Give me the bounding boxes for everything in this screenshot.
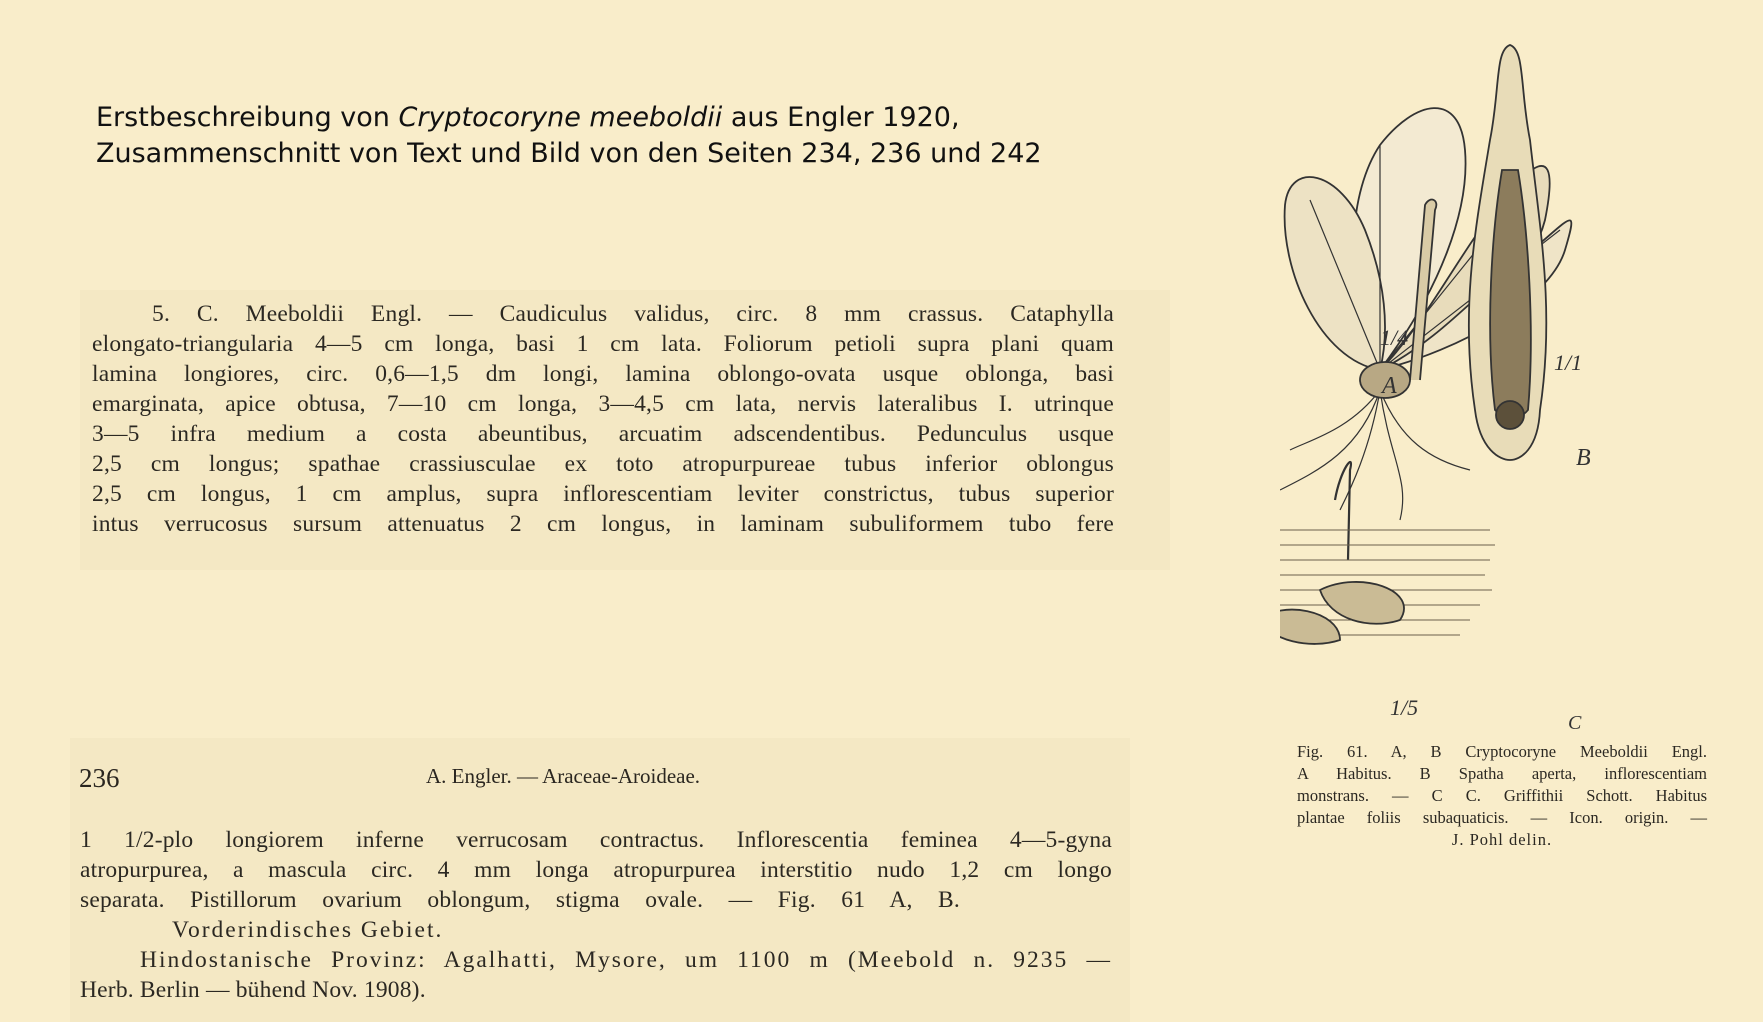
region-heading: Vorderindisches Gebiet. xyxy=(172,917,444,943)
page-heading xyxy=(96,100,1042,172)
figure-label-c: C xyxy=(1568,712,1582,734)
excerpt-line: 2,5 cm longus, 1 cm amplus, supra inflorescentiam leviter constrictus, tubus superior xyxy=(92,481,1114,507)
scale-label-c: 1/5 xyxy=(1390,695,1419,720)
excerpt-line: 2,5 cm longus; spathae crassiusculae ex toto atropurpureae tubus inferior oblongus xyxy=(92,451,1114,477)
caption-line: plantae foliis subaquaticis. — Icon. origin. — xyxy=(1297,808,1707,827)
heading-line-1: Erstbeschreibung von Cryptocoryne meeboldii aus Engler 1920, xyxy=(96,102,960,133)
excerpt-line: intus verrucosus sursum attenuatus 2 cm longus, in laminam subuliformem tubo fere xyxy=(92,511,1114,537)
caption-line: Fig. 61. A, B Cryptocoryne Meeboldii Engl. xyxy=(1297,742,1707,761)
province-line: Herb. Berlin — bühend Nov. 1908). xyxy=(80,977,426,1003)
species-name: Cryptocoryne meeboldii xyxy=(398,102,723,133)
page-236-line: atropurpurea, a mascula circ. 4 mm longa atropurpurea interstitio nudo 1,2 cm longo xyxy=(80,857,1112,883)
figure-label-a: A xyxy=(1382,373,1397,399)
excerpt-line: 3—5 infra medium a costa abeuntibus, arcuatim adscendentibus. Pedunculus usque xyxy=(92,421,1114,447)
running-head: A. Engler. — Araceae-Aroideae. xyxy=(426,764,701,788)
excerpt-line: 5. C. Meeboldii Engl. — Caudiculus validus, circ. 8 mm crassus. Cataphylla xyxy=(152,301,1114,327)
scale-label-a: 1/4 xyxy=(1380,325,1409,350)
province-line: Hindostanische Provinz: Agalhatti, Mysore, um 1100 m (Meebold n. 9235 — xyxy=(140,947,1112,973)
excerpt-line: elongato-triangularia 4—5 cm longa, basi 1 cm lata. Foliorum petioli supra plani quam xyxy=(92,331,1114,357)
heading-line-2: Zusammenschnitt von Text und Bild von den Seiten 234, 236 und 242 xyxy=(96,138,1042,169)
excerpt-line: lamina longiores, circ. 0,6—1,5 dm longi, lamina oblongo-ovata usque oblonga, basi xyxy=(92,361,1114,387)
page-number: 236 xyxy=(79,763,120,793)
page-236-line: 1 1/2-plo longiorem inferne verrucosam contractus. Inflorescentia feminea 4—5-gyna xyxy=(80,827,1112,853)
leaves-c xyxy=(1280,565,1404,644)
plant-illustration xyxy=(1280,30,1680,730)
scale-label-b: 1/1 xyxy=(1554,350,1583,375)
caption-line: A Habitus. B Spatha aperta, inflorescentiam xyxy=(1297,764,1707,783)
roots-a xyxy=(1280,390,1470,520)
caption-line: J. Pohl delin. xyxy=(1451,830,1553,849)
page-236-line: separata. Pistillorum ovarium oblongum, stigma ovale. — Fig. 61 A, B. xyxy=(80,887,960,913)
figure-label-b: B xyxy=(1576,445,1591,471)
caption-line: monstrans. — C C. Griffithii Schott. Habitus xyxy=(1297,786,1707,805)
excerpt-line: emarginata, apice obtusa, 7—10 cm longa, 3—4,5 cm lata, nervis lateralibus I. utrinque xyxy=(92,391,1114,417)
